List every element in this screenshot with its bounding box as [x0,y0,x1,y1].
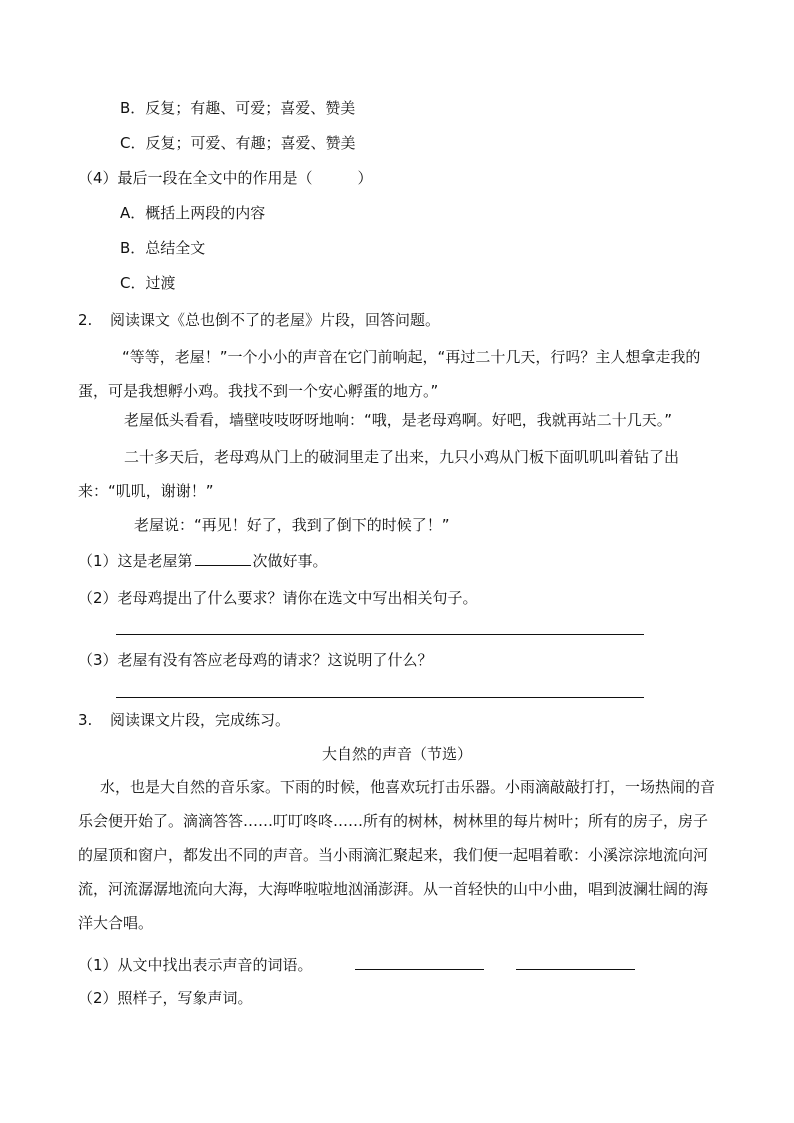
section-2-header [78,310,440,330]
option-c: C．反复；可爱、有趣；喜爱、赞美 [120,134,356,152]
q1-text-before: （1）这是老屋第 [78,552,193,570]
s3-q1-answer-line-2[interactable] [516,969,635,970]
section-2-passage-p1: “等等，老屋！”一个小小的声音在它门前响起，“再过二十几天，行吗？主人想拿走我的蛋，可是我想孵小鸡。我找不到一个安心孵蛋的地方。” [78,348,701,400]
q1-text-after: 次做好事。 [252,552,328,570]
section-2-passage-p2: 老屋低头看看，墙壁吱吱呀呀地响：“哦，是老母鸡啊。好吧，我就再站二十几天。” [124,411,673,429]
s3-q1-answer-line-1[interactable] [355,969,484,970]
q3-answer-line[interactable] [116,697,644,698]
section-2-passage-p4: 老屋说：“再见！好了，我到了倒下的时候了！” [134,516,450,534]
section-3-number: 3. [78,711,93,729]
q4-option-b: B．总结全文 [120,239,206,257]
section-2-q2: （2）老母鸡提出了什么要求？请你在选文中写出相关句子。 [78,589,478,607]
section-2-instruction: 阅读课文《总也倒不了的老屋》片段，回答问题。 [110,311,441,329]
section-3-q1: （1）从文中找出表示声音的词语。 [78,956,313,974]
section-2-q3: （3）老屋有没有答应老母鸡的请求？这说明了什么？ [78,651,433,669]
section-3-passage: 水，也是大自然的音乐家。下雨的时候，他喜欢玩打击乐器。小雨滴敲敲打打，一场热闹的音乐会便开始了。滴滴答答……叮叮咚咚……所有的树林，树林里的每片树叶；所有的房子，房子的屋顶和窗户，都发出不同的声音。当小雨滴汇聚起来，我们便一起唱着歌：小溪淙淙地流向河流，河流潺潺地流向大海，大海哗啦啦地汹涌澎湃。从一首轻快的山中小曲，唱到波澜壮阔的海洋大合唱。 [78,778,716,932]
section-3-q2: （2）照样子，写象声词。 [78,989,253,1007]
section-2-number: 2. [78,311,93,329]
option-b: B．反复；有趣、可爱；喜爱、赞美 [120,99,356,117]
section-2-q1 [78,551,328,571]
q4-option-a: A．概括上两段的内容 [120,204,266,222]
section-3-title: 大自然的声音（节选） [321,745,472,763]
question-4-stem: （4）最后一段在全文中的作用是（ ） [78,169,373,187]
q1-answer-blank[interactable] [195,551,251,566]
section-2-passage-p3: 二十多天后，老母鸡从门上的破洞里走了出来，九只小鸡从门板下面叽叽叫着钻了出来：“叽叽，谢谢！” [78,448,680,500]
q2-answer-line[interactable] [116,634,644,635]
section-3-instruction: 阅读课文片段，完成练习。 [110,711,291,729]
q4-option-c: C．过渡 [120,274,176,292]
section-3-header [78,710,290,730]
